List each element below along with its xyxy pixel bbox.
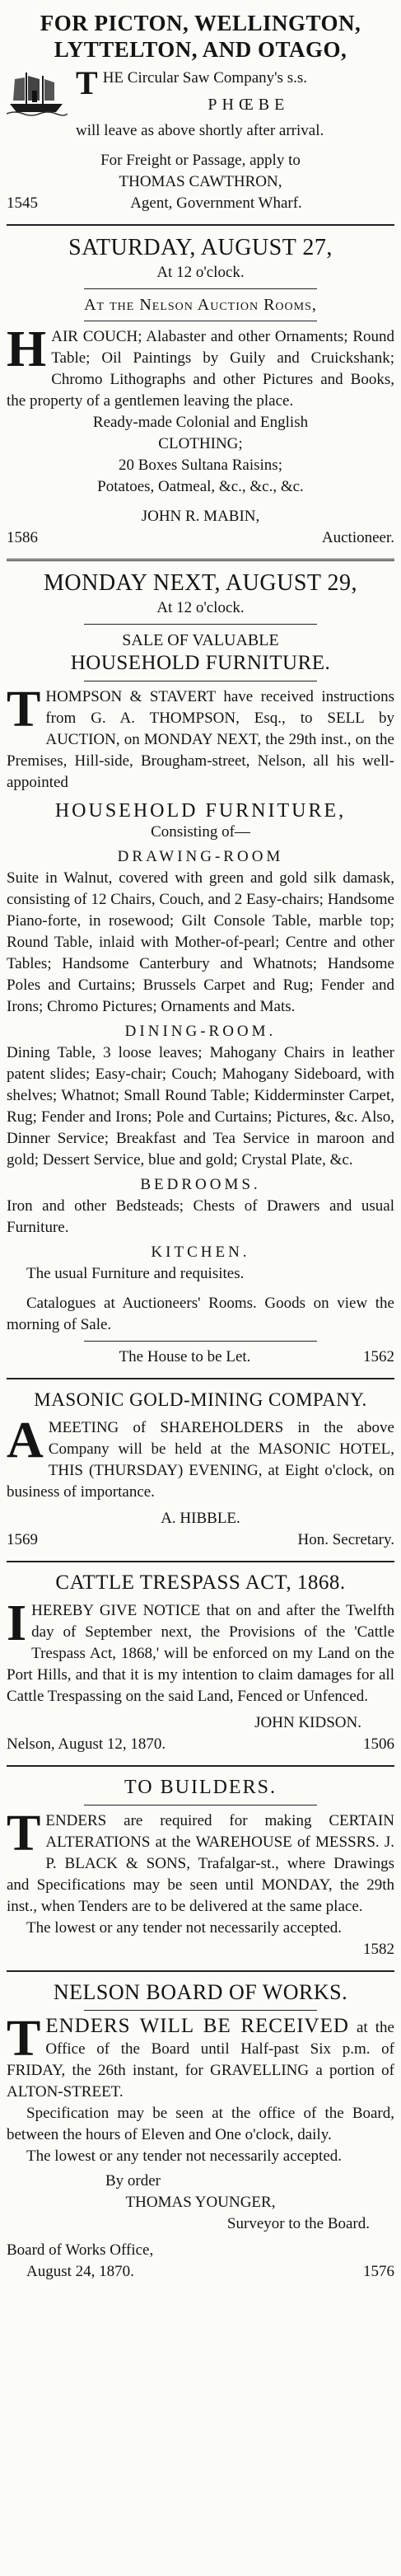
divider [84,288,317,289]
ad-body: ENDERS are required for making CERTAIN ALTERATIONS at the WAREHOUSE of MESSRS. J. P. BLACK & SONS, Trafalgar-st., where Drawings and Specifications may be seen until MONDAY, the 29th inst., when Tenders are to be delivered at the same place. [7,1812,394,1915]
ad-line: 20 Boxes Sultana Raisins; [119,457,282,474]
contact-name: THOMAS CAWTHRON, [119,173,282,190]
ad-household-furniture [7,566,394,1373]
kitchen-list: The usual Furniture and requisites. [26,1265,245,1282]
ad-body: AIR COUCH; Alabaster and other Ornaments; Round Table; Oil Paintings by Guily and Cruickshank; Chromo Lithographs and other Pictures and Books, the property of a gentlemen leaving the place. [7,328,394,410]
ad-headline: ENDERS WILL BE RECEIVED [45,2015,349,2037]
section-heading-bedrooms: BEDROOMS. [140,1176,261,1193]
contact-line: For Freight or Passage, apply to [100,152,301,169]
divider [84,1805,317,1806]
ad-ref-number: 1586 [7,529,38,546]
ad-nelson-board-of-works [7,1977,394,2288]
section-heading-dining-room: DINING-ROOM. [124,1023,277,1040]
divider [7,1765,394,1767]
drop-cap: A [7,1412,44,1468]
divider [84,624,317,625]
ad-ref-number: 1576 [363,2263,394,2280]
signatory-name: A. HIBBLE. [161,1510,240,1527]
ad-text: HE Circular Saw Company's s.s. [102,69,307,87]
signatory-name: JOHN KIDSON. [254,1714,361,1731]
ad-ref-number: 1582 [363,1941,394,1958]
auctioneer-role: Auctioneer. [321,529,394,546]
drawing-room-list: Suite in Walnut, covered with green and gold silk damask, consisting of 12 Chairs, Couch, and 2 Easy-chairs; Handsome Piano-forte, in rosewood; Gilt Console Table, marble top; Round Table, inlaid with Mother-of-pearl; Centre and other Tables; Handsome Canterbury and Whatnots; Handsome Poles and Curtains; Brussels Carpet and Rug; Fender and Irons; Chromo Pictures; Ornaments and Mats. [7,869,394,1015]
drop-cap: T [76,64,98,101]
ad-body: MEETING of SHAREHOLDERS in the above Company will be held at the MASONIC HOTEL, THIS (THURSDAY) EVENING, at Eight o'clock, on business of importance. [7,1419,394,1501]
divider [7,559,394,561]
ad-picton-shipping [7,7,394,219]
ad-body: at the Office of the Board until Half-past Six p.m. of FRIDAY, the 26th instant, for GRAVELLING a portion of ALTON-STREET. [7,2019,394,2101]
ad-title: MASONIC GOLD-MINING COMPANY. [34,1389,367,1410]
ad-time: At 12 o'clock. [156,599,245,616]
section-heading-kitchen: KITCHEN. [151,1244,250,1261]
ad-date: SATURDAY, AUGUST 27, [68,235,333,260]
ad-line: Potatoes, Oatmeal, &c., &c., &c. [97,478,304,495]
ad-mabin-auction [7,231,394,554]
ad-title: CATTLE TRESPASS ACT, 1868. [55,1571,346,1594]
place-date: Nelson, August 12, 1870. [7,1735,166,1753]
bedrooms-list: Iron and other Bedsteads; Chests of Drawers and usual Furniture. [7,1197,394,1236]
ad-title: NELSON BOARD OF WORKS. [53,1980,348,2004]
ad-title: TO BUILDERS. [124,1777,277,1798]
ad-body: HOMPSON & STAVERT have received instructions from G. A. THOMPSON, Esq., to SELL by AUCTION, on MONDAY NEXT, the 29th inst., on the Premises, Hill-side, Brougham-street, Nelson, all his well-appointed [7,688,394,791]
drop-cap: T [7,1806,41,1862]
contact-role: Agent, Government Wharf. [130,194,302,212]
household-heading: HOUSEHOLD FURNITURE, [54,800,347,822]
auctioneer-name: JOHN R. MABIN, [141,508,260,525]
office-date: August 24, 1870. [26,2263,134,2280]
specification-note: Specification may be seen at the office of the Board, between the hours of Eleven and One o'clock, daily. [7,2105,394,2143]
sale-heading: HOUSEHOLD FURNITURE. [70,652,331,674]
ad-date: MONDAY NEXT, AUGUST 29, [44,570,357,596]
ad-line: Ready-made Colonial and English [92,414,309,431]
house-let-note: The House to be Let. [119,1348,251,1365]
ship-name: PHŒBE [207,96,290,114]
office-line: Board of Works Office, [7,2241,154,2259]
divider [84,2010,317,2011]
ad-masonic-gold-mining [7,1384,394,1556]
ship-icon [7,68,68,124]
drop-cap: T [7,681,41,738]
divider [7,224,394,226]
tender-note: The lowest or any tender not necessarily accepted. [26,2147,343,2165]
ad-venue: At the Nelson Auction Rooms, [84,296,317,314]
divider [7,1970,394,1972]
section-heading-drawing-room: DRAWING-ROOM [117,848,284,865]
ad-line: CLOTHING; [158,435,243,452]
drop-cap: T [7,2011,41,2067]
consisting-line: Consisting of— [151,823,250,841]
divider [84,1341,317,1342]
ad-title: FOR PICTON, WELLINGTON, [40,11,361,35]
signatory-role: Surveyor to the Board. [226,2215,370,2232]
ad-to-builders [7,1772,394,1965]
signatory-role: Hon. Secretary. [297,1531,394,1548]
divider [7,1561,394,1562]
sale-heading: SALE OF VALUABLE [122,631,279,649]
ad-body: will leave as above shortly after arrival. [76,122,324,139]
ad-ref-number: 1545 [7,194,38,212]
tender-note: The lowest or any tender not necessarily accepted. [26,1919,343,1937]
ad-title: LYTTELTON, AND OTAGO, [54,37,347,62]
divider [7,1378,394,1379]
ad-ref-number: 1569 [7,1531,38,1548]
drop-cap: I [7,1595,27,1651]
catalogues-note: Catalogues at Auctioneers' Rooms. Goods on view the morning of Sale. [7,1295,394,1333]
by-order: By order [105,2172,161,2190]
ad-time: At 12 o'clock. [156,264,245,281]
ad-ref-number: 1506 [363,1735,394,1753]
ad-ref-number: 1562 [363,1348,394,1365]
drop-cap: H [7,321,47,377]
ad-body: HEREBY GIVE NOTICE that on and after the Twelfth day of September next, the Provisions of the 'Cattle Trespass Act, 1868,' will be enforced on my Land on the Port Hills, and that it is my intention to claim damages for all Cattle Trespassing on the said Land, Fenced or Unfenced. [7,1602,394,1705]
signatory-name: THOMAS YOUNGER, [125,2194,276,2211]
dining-room-list: Dining Table, 3 loose leaves; Mahogany Chairs in leather patent slides; Easy-chair; Couch; Mahogany Sideboard, with shelves; Whatnot; Small Round Table; Kidderminster Carpet, Rug; Fender and Irons; Pole and Curtains; Pictures, &c. Also, Dinner Service; Breakfast and Tea Service in maroon and gold; Dessert Service, blue and gold; Crystal Plate, &c. [7,1044,394,1169]
ad-cattle-trespass [7,1567,394,1760]
